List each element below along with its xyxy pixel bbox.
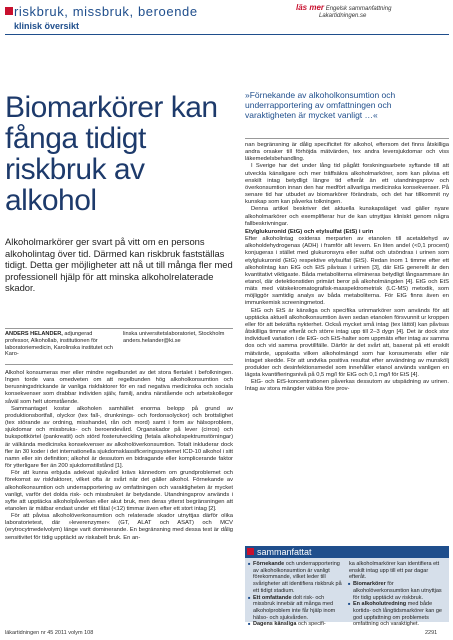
summary-square-icon <box>247 548 254 555</box>
section-kicker: riskbruk, missbruk, beroende <box>14 4 198 19</box>
summary-item: ■ Dagens känsliga och specifi- <box>249 621 345 628</box>
kicker-square-icon <box>5 7 13 15</box>
body-column-2 <box>245 142 449 393</box>
summary-column-2 <box>349 561 445 628</box>
read-more-box[interactable] <box>296 4 391 20</box>
read-more-text1: Engelsk sammanfattning <box>325 6 392 12</box>
author-name: ANDERS HELANDER, <box>5 331 63 337</box>
summary-item: ■ Ett omfattande dolt risk- och missbruk innebär att många med alkoholproblem inte får hjälp inom hälso- och sjukvården. <box>249 595 345 622</box>
body-column-1 <box>5 370 233 542</box>
paragraph: Sammantaget kostar alkoholen samhället enorma belopp på grund av produktionsbortfall, olyckor (tex fall-, drunknings- och fordonsolyckor) och brottslighet (tex störande av ordning, misshandel, rån och mord) samt i form av hälsoproblem, sjukdomar och missbruks- och beroendevård. Organskador på lever (cirros) och bukspottkörtel (pankreatit) och störd fosterutveckling (fetala alkoholspektrumstörningar) är välkända medicinska konsekvenser av alkoholöverkonsumtion. Totalt inkluderar dock fler än 30 koder i det internationella sjukdomsklassificeringssystemet ICD-10 alkohol i sitt namn eller sin definition; alkohol är dessutom en bidragande eller komplicerande faktor för ytterligare fler än 200 sjukdomstillstånd [1]. <box>5 405 233 470</box>
paragraph: EtG- och EtS-koncentrationen påverkas dessutom av utspädning av urinen. Intag av stora mängder vätska före prov- <box>245 379 449 393</box>
page-number: 2291 <box>425 630 438 636</box>
paragraph: nan begränsning är dålig specificitet för alkohol, eftersom det finns åtskilliga andra orsaker till förhöjda mätvärden, tex andra leversjukdomar och viss läkemedelsbehandling. <box>245 142 449 163</box>
paragraph: För att kunna erbjuda adekvat sjukvård krävs kännedom om grundproblemet och förekomst av riskfaktorer, vilket ofta är svårt när det gäller alkohol. Förnekande av alkoholkonsumtion och underrapportering av omfattningen och varaktigheten är mycket vanligt, varför det dolda risk- och missbruket är betydande. Utandningsprov används i syfte att upptäcka alkoholpåverkan eller akut bruk, men deras ytterst begränsningen att etanolen är mätbar endast under ett fåtal (<12) timmar även efter ett stort intag [2]. <box>5 470 233 512</box>
section-heading: Etylglukuronid (EtG) och etylsulfat (EtS) i urin <box>245 228 374 235</box>
author-info <box>5 331 115 358</box>
summary-item: ■ En alkoholutredning med både kortids- och långtidsmarkörer kan ge god uppfattning om problemets omfattning och varaktighet. <box>349 601 445 628</box>
footer-journal: läkartidningen nr 45 2011 volym 108 <box>5 630 94 636</box>
paragraph: I Sverige har det under lång tid pågått forskningsarbete syftande till att utveckla känsligare och mer träffsäkra alkoholmarkörer, som kan påvisa ett enskilt intag betydligt längre tid efteråt än ett utandningsprov och överkonsumtion innan den har medfört allvarliga medicinska konsekvenser. På senare tid har utbudet av biomarkörer förändrats, och det har tillkommit ny kunskap som kan påverka tolkningen. <box>245 163 449 206</box>
author-divider-top <box>5 328 233 329</box>
paragraph: EtG och EtS är känsliga och specifika urinmarkörer som används för att upptäcka aktuell alkoholkonsumtion även sedan etanolen försvunnit ur kroppen eller för att bekräfta nykterhet. Också mycket små intag (tex lättöl) kan påvisas åtskilliga timmar efteråt och större intag upp till 2–3 dygn [4]. Det är dock stor individuell variation i de EtG- och EtS-halter som uppmäts efter intag av samma dos och vid samma provtillfälle. Därför är det svårt att, baserat på ett enskilt mätvärde, uppskatta vilken alkoholmängd som har konsumerats eller när intaget skedde. För att undvika positiva resultat efter användning av munskölj produkter och desinfektionsmedel som innehåller etanol används vanligen en lägsta kvantifieringsnivå på 0,5 mg/l för EtG och 0,1 mg/l för EtS [4]. <box>245 307 449 378</box>
paragraph: Alkohol konsumeras mer eller mindre regelbundet av det stora flertalet i befolkningen. Ingen torde vara omedveten om att regelbunden hög alkoholkonsumtion och berusningsdrickande är vanliga riskfaktorer för en rad negativa medicinska och sociala konsekvenser som drabbar individen själv, familj, andra närstående och arbetskollegor såväl som helt utomstående. <box>5 370 233 405</box>
summary-column-1 <box>249 561 345 628</box>
article-lead: Alkoholmarkörer ger svart på vitt om en persons alkoholintag över tid. Därmed kan riskbruk fastställas tidigt. Detta ger möjligheter att nå ut till många fler med professionell hjälp för att minska alkoholrelaterade skador. <box>5 236 233 294</box>
paragraph: För att påvisa alkoholöverkonsumtion och relaterade skador utnyttjas därför olika laboratorietest, där »leverenzymer« (GT, ALAT och ASAT) och MCV (erytrocytmedelvolym) länge varit dominerande. En begränsning med dessa test är dålig sensitivitet för tidig upptäckt av riskabelt bruk. En an- <box>5 513 233 541</box>
quote-divider <box>245 138 449 139</box>
paragraph: Efter alkoholintag oxideras merparten av etanolen till acetaldehyd av alkoholdehydrogenas (ADH) i framför allt levern. En liten andel (<0,1 procent) konjugeras i stället med glukuronsyra eller sulfat och utsöndras i urinen som etylglukuronid (EtG) respektive etylsulfat (EtS). Redan inom 1 timme efter ett alkoholintag kan EtG och EtS påvisas i urinen [3], där EtG generellt är den kvantitativt viktigaste. Båda metaboliterna elimineras betydligt långsammare än etanol, där detektionstiden primärt beror på alkoholmängden [4]. EtG och EtS mäts med vätskekromatografisk-masspektrometrisk (LC-MS) metodik, som möjliggör samtidig analys av båda metaboliterna. För EtG finns även en immunkemisk screeningmetod. <box>245 236 449 307</box>
header-rule <box>5 34 449 35</box>
author-titles: adjungerad professor, Alkohollab, institutionen för laboratoriemedicin, Karolinska institutet och Karo- <box>5 331 113 358</box>
summary-item: ■ Biomarkörer för alkoholöverkonsumtion kan utnyttjas för tidig upptäckt av riskbruk. <box>349 581 445 601</box>
pull-quote: »Förnekande av alkoholkonsumtion och underrapportering av omfattningen och varaktigheten är mycket vanligt …« <box>245 90 396 120</box>
author-affiliation: linska universitetslaboratoriet, Stockholm <box>123 331 225 337</box>
author-email[interactable]: anders.helander@ki.se <box>123 337 181 344</box>
read-more-text2[interactable]: Lakartidningen.se <box>319 13 367 19</box>
summary-item: ka alkoholmarkörer kan identifiera ett enskilt intag upp till ett par dagar efteråt. <box>349 561 440 581</box>
paragraph: Denna artikel beskriver det aktuella kunskapsläget vad gäller nyare alkoholmarkörer och exemplifierar hur de kan utnyttjas kliniskt genom några fallbeskrivningar. <box>245 206 449 227</box>
author-info-cont <box>123 331 233 345</box>
article-title: Biomarkörer kan fånga tidigt riskbruk av alkohol <box>5 91 218 217</box>
summary-header: sammanfattat <box>245 546 449 558</box>
author-divider-bottom <box>5 364 233 365</box>
section-subkicker: klinisk översikt <box>14 21 80 31</box>
summary-item: ■ Förnekande och underrapportering av alkoholkonsumtion är vanligt förekommande, vilket leder till svårigheter att identifiera riskbruk på ett tidigt stadium. <box>249 561 345 595</box>
read-more-label: läs mer <box>296 3 325 12</box>
